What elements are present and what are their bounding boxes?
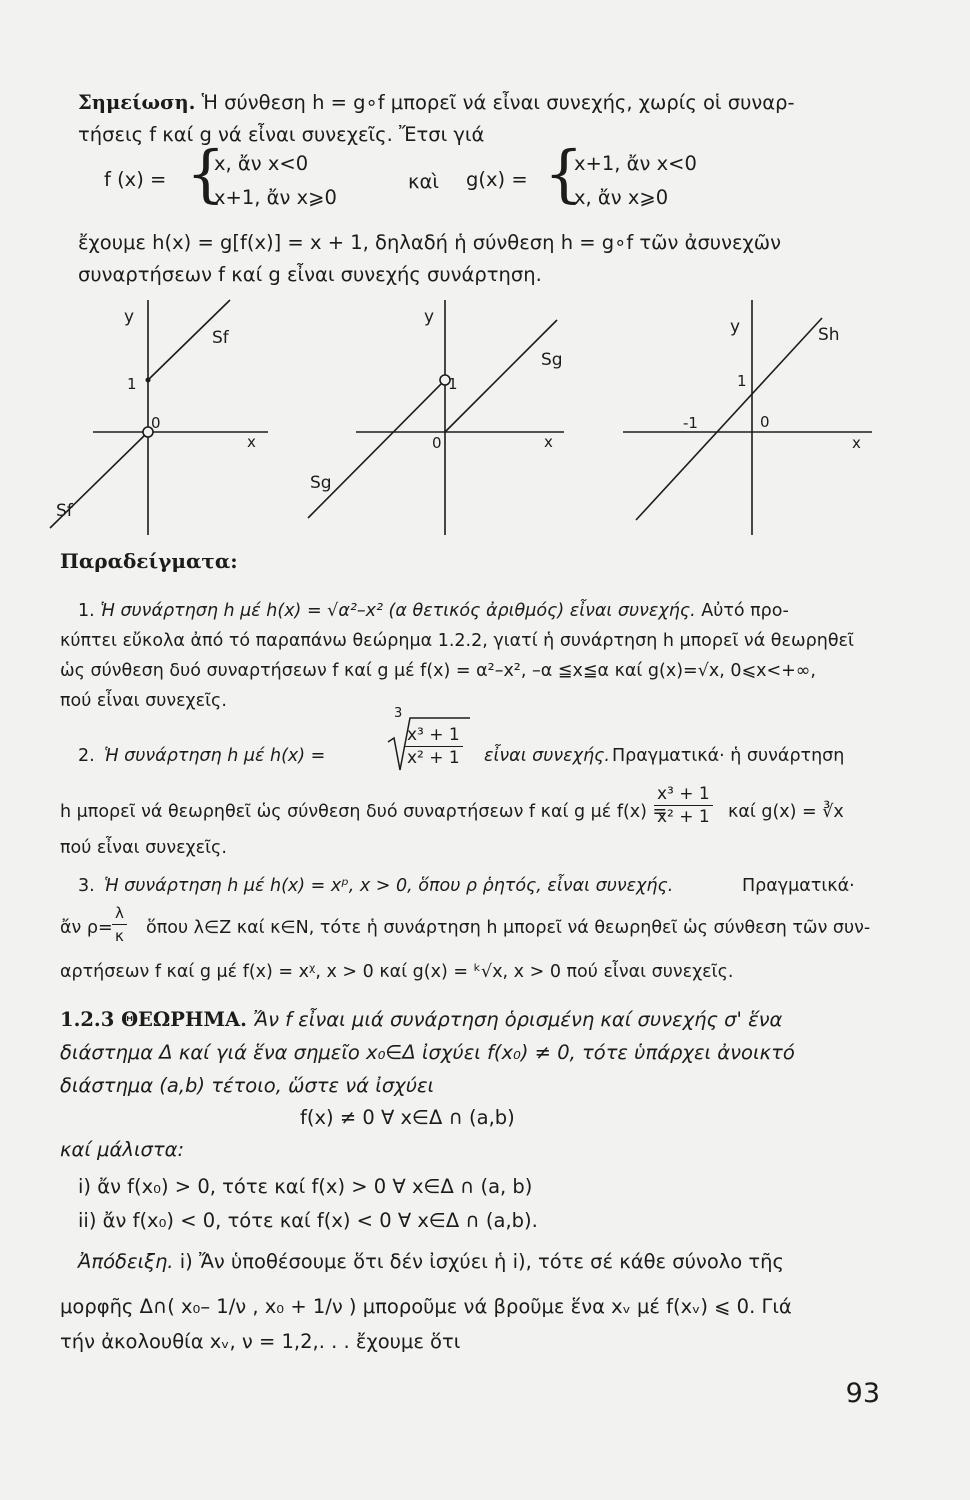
proof-line1: [78, 1245, 784, 1278]
ex3-kappa: κ: [115, 927, 124, 945]
ex2-line2: h μπορεῖ νά θεωρηθεῖ ὡς σύνθεση δυό συναρτήσεων f καί g μέ f(x) =: [60, 802, 668, 822]
note-line3: ἔχουμε h(x) = g[f(x)] = x + 1, δηλαδή ἡ σύνθεση h = g∘f τῶν ἀσυνεχῶν: [78, 231, 782, 254]
ex3-rho: ἄν ρ=: [60, 918, 113, 938]
ex2-continuous: εἶναι συνεχής.: [484, 746, 610, 766]
ex3-lambda: λ: [112, 902, 127, 925]
sg-one-label: 1: [448, 375, 458, 393]
ex1-line3: ὡς σύνθεση δυό συναρτήσεων f καί g μέ f(x) = α²–x², –α ≦x≦α καί g(x)=√x, 0⩽x<+∞,: [60, 661, 816, 681]
ex2-g-def: καί g(x) = ∛x: [728, 802, 844, 822]
sg-bottom-label: Sg: [310, 473, 332, 493]
ex2-continuation: Πραγματικά· ἡ συνάρτηση: [612, 746, 845, 766]
proof-label: Ἀπόδειξη.: [78, 1250, 174, 1273]
theorem-line1: [60, 1003, 782, 1036]
theorem-text1: Ἄν f εἶναι μιά συνάρτηση ὁρισμένη καί συνεχής σ' ἕνα: [246, 1008, 783, 1031]
ex2-statement: Ἡ συνάρτηση h μέ h(x) =: [104, 746, 326, 766]
sh-zero-label: 0: [760, 413, 770, 431]
ex2-root-frac: [404, 724, 463, 769]
f-case2: x+1, ἄν x⩾0: [214, 186, 337, 209]
ex1-continuation: Αὐτό προ-: [695, 601, 789, 621]
sg-zero-label: 0: [432, 434, 442, 452]
f-case1: x, ἄν x<0: [214, 152, 309, 175]
note-line4: συναρτήσεων f καί g εἶναι συνεχής συνάρτηση.: [78, 263, 542, 286]
sf-x-label: x: [247, 433, 256, 451]
f-brace: {: [186, 137, 226, 210]
proof-line2: μορφῆς Δ∩( x₀– 1/ν , x₀ + 1/ν ) μποροῦμε νά βροῦμε ἕνα xᵥ μέ f(xᵥ) ⩽ 0. Γιά: [60, 1295, 792, 1318]
sg-x-label: x: [544, 433, 553, 451]
sh-one-label: 1: [737, 372, 747, 390]
g-lhs: g(x) =: [466, 168, 528, 191]
sf-top-label: Sf: [212, 328, 229, 348]
ex3-number: 3.: [78, 876, 95, 896]
page-number: 93: [845, 1378, 880, 1409]
sh-x-label: x: [852, 434, 861, 452]
and-word: καὶ: [408, 170, 439, 193]
ex2-f-den: x² + 1: [657, 807, 710, 827]
ex2-number: 2.: [78, 746, 95, 766]
theorem-case-i: i) ἄν f(x₀) > 0, τότε καί f(x) > 0 ∀ x∈Δ ∩ (a, b): [78, 1175, 533, 1198]
note-line1: Ἡ σύνθεση h = g∘f μπορεῖ νά εἶναι συνεχής, χωρίς οἱ συναρ-: [195, 91, 795, 114]
sf-one-label: 1: [127, 375, 137, 393]
g-case2: x, ἄν x⩾0: [574, 186, 669, 209]
ex1-statement: Ἡ συνάρτηση h μέ h(x) = √α²–x² (α θετικός ἀριθμός) εἶναι συνεχής.: [100, 601, 696, 621]
ex2-frac-den: x² + 1: [407, 748, 460, 768]
g-case1: x+1, ἄν x<0: [574, 152, 697, 175]
ex3-frac: [112, 902, 127, 947]
ex1-line4: πού εἶναι συνεχεῖς.: [60, 691, 227, 711]
ex1-number: 1.: [78, 601, 95, 621]
ex3-statement: Ἡ συνάρτηση h μέ h(x) = xᵖ, x > 0, ὅπου ρ ῥητός, εἶναι συνεχής.: [104, 876, 674, 896]
sf-bottom-label: Sf: [56, 501, 73, 521]
proof-text1: i) Ἄν ὑποθέσουμε ὅτι δέν ἰσχύει ἡ i), τότε σέ κάθε σύνολο τῆς: [173, 1250, 784, 1273]
sg-y-label: y: [424, 307, 435, 327]
examples-heading: Παραδείγματα:: [60, 549, 238, 573]
theorem-and-especially: καί μάλιστα:: [60, 1138, 185, 1161]
ex2-frac-num: x³ + 1: [404, 724, 463, 747]
theorem-line3: διάστημα (a,b) τέτοιο, ὥστε νά ἰσχύει: [60, 1074, 435, 1097]
sg-top-label: Sg: [541, 350, 563, 370]
ex3-line3: αρτήσεων f καί g μέ f(x) = xᵡ, x > 0 καί g(x) = ᵏ√x, x > 0 πού εἶναι συνεχεῖς.: [60, 962, 734, 982]
sf-zero-label: 0: [151, 414, 161, 432]
sh-label: Sh: [818, 325, 840, 345]
theorem-label: 1.2.3 ΘΕΩΡΗΜΑ.: [60, 1008, 247, 1031]
sh-minus-one-label: -1: [683, 414, 698, 432]
ex2-root-index: 3: [394, 706, 403, 721]
g-brace: {: [544, 137, 584, 210]
sf-y-label: y: [124, 307, 135, 327]
note-line2: τήσεις f καί g νά εἶναι συνεχεῖς. Ἔτσι γιά: [78, 123, 485, 146]
ex3-line2: ὅπου λ∈Z καί κ∈N, τότε ἡ συνάρτηση h μπορεῖ νά θεωρηθεῖ ὡς σύνθεση τῶν συν-: [146, 918, 871, 938]
ex1-line2: κύπτει εὔκολα ἀπό τό παραπάνω θεώρημα 1.2.2, γιατί ἡ συνάρτηση h μπορεῖ νά θεωρηθεῖ: [60, 631, 854, 651]
note-heading: Σημείωση.: [78, 91, 196, 114]
f-lhs: f (x) =: [104, 168, 167, 191]
sh-y-label: y: [730, 317, 741, 337]
ex2-line3: πού εἶναι συνεχεῖς.: [60, 838, 227, 858]
theorem-formula: f(x) ≠ 0 ∀ x∈Δ ∩ (a,b): [300, 1106, 515, 1129]
proof-line3: τήν ἀκολουθία xᵥ, ν = 1,2,. . . ἔχουμε ὅτι: [60, 1330, 461, 1353]
theorem-line2: διάστημα Δ καί γιά ἕνα σημεῖο x₀∈Δ ἰσχύει f(x₀) ≠ 0, τότε ὑπάρχει ἀνοικτό: [60, 1041, 795, 1064]
ex3-continuation: Πραγματικά·: [742, 876, 855, 896]
ex2-f-frac: [654, 783, 713, 828]
theorem-case-ii: ii) ἄν f(x₀) < 0, τότε καί f(x) < 0 ∀ x∈Δ ∩ (a,b).: [78, 1209, 538, 1232]
ex2-f-num: x³ + 1: [654, 783, 713, 806]
